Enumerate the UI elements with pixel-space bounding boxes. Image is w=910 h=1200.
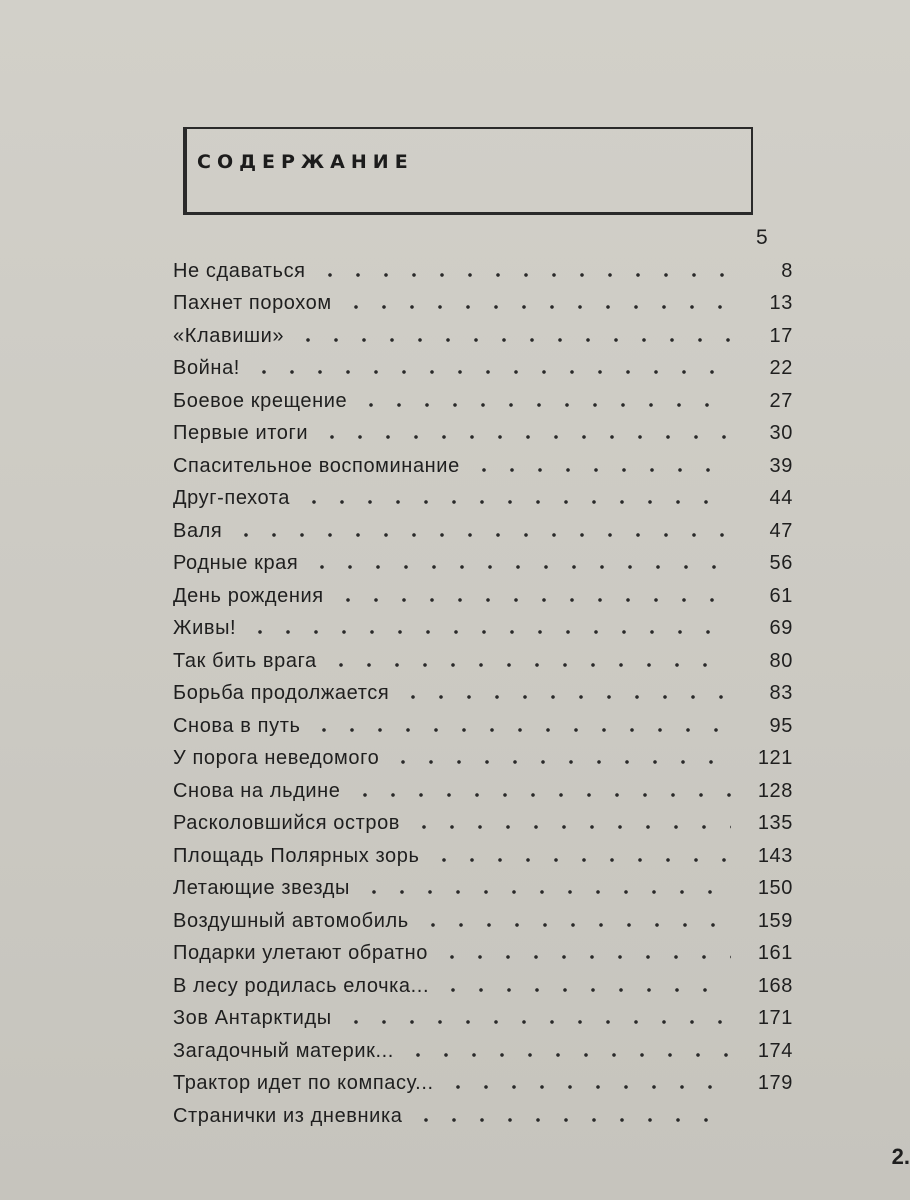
dot-leader (242, 620, 731, 636)
toc-entry-title: Родные края (173, 552, 299, 574)
table-of-contents (173, 250, 813, 1128)
toc-entry (173, 803, 813, 836)
toc-entry-title: Пахнет порохом (173, 292, 332, 314)
toc-entry-title: День рождения (173, 584, 324, 607)
toc-entry (173, 348, 813, 381)
toc-entry-page: 44 (769, 487, 793, 509)
toc-entry-page: 61 (769, 584, 793, 607)
toc-entry-title: Снова в путь (173, 714, 301, 737)
toc-entry (173, 283, 813, 316)
dot-leader (314, 425, 731, 441)
dot-leader (290, 328, 731, 344)
toc-entry (173, 673, 813, 706)
dot-leader (356, 880, 731, 896)
toc-entry-page: 27 (769, 389, 793, 412)
toc-entry-page: 69 (769, 617, 793, 639)
toc-entry-title: Зов Антарктиды (173, 1007, 332, 1029)
toc-entry-page: 150 (757, 877, 793, 899)
toc-entry (173, 1030, 813, 1063)
toc-entry (173, 575, 813, 608)
dot-leader (312, 263, 731, 279)
dot-leader (323, 653, 731, 669)
dot-leader (435, 978, 731, 994)
dot-leader (406, 815, 731, 831)
toc-entry (173, 445, 813, 478)
dot-leader (306, 718, 731, 734)
dot-leader (466, 458, 731, 474)
toc-entry-page: 47 (769, 519, 793, 542)
toc-entry-page: 143 (757, 844, 793, 867)
toc-entry-title: Не сдаваться (173, 259, 306, 282)
dot-leader (408, 1108, 731, 1124)
toc-entry (173, 315, 813, 348)
toc-entry-page: 128 (757, 779, 793, 802)
toc-entry-title: Расколовшийся остров (173, 812, 401, 834)
toc-entry-title: В лесу родилась елочка... (173, 974, 430, 997)
toc-entry-page: 135 (757, 812, 793, 834)
toc-entry-page: 39 (769, 454, 793, 477)
toc-entry-title: Боевое крещение (173, 389, 348, 412)
dot-leader (330, 588, 731, 604)
toc-entry (173, 380, 813, 413)
toc-entry-page: 179 (757, 1072, 793, 1094)
toc-entry-title: Загадочный материк... (173, 1039, 394, 1062)
dot-leader (246, 360, 731, 376)
toc-entry-page: 174 (757, 1039, 793, 1062)
toc-entry-title: Так бить врага (173, 649, 317, 672)
toc-entry-title: Снова на льдине (173, 779, 341, 802)
dot-leader (385, 750, 731, 766)
toc-entry (173, 705, 813, 738)
dot-leader (440, 1075, 731, 1091)
toc-entry-page: 161 (757, 942, 793, 964)
toc-entry (173, 478, 813, 511)
toc-entry-page: 83 (769, 682, 793, 704)
toc-entry (173, 965, 813, 998)
page-number: 2. (891, 1144, 910, 1169)
toc-entry (173, 933, 813, 966)
toc-entry-title: Спасительное воспоминание (173, 454, 460, 477)
dot-leader (415, 913, 731, 929)
toc-entry (173, 1063, 813, 1096)
dot-leader (426, 848, 732, 864)
toc-entry (173, 835, 813, 868)
dot-leader (338, 1010, 731, 1026)
toc-entry-title: Валя (173, 519, 223, 542)
dot-leader (296, 490, 731, 506)
toc-entry-title: «Клавиши» (173, 324, 285, 347)
toc-entry-title: Площадь Полярных зорь (173, 844, 420, 867)
dot-leader (347, 783, 731, 799)
toc-entry-page: 171 (757, 1007, 793, 1029)
toc-entry-page: 56 (769, 552, 793, 574)
dot-leader (353, 393, 731, 409)
toc-entry (173, 250, 813, 283)
toc-entry-title: Подарки улетают обратно (173, 942, 428, 964)
toc-entry-title: Летающие звезды (173, 877, 350, 899)
toc-entry-title: Воздушный автомобиль (173, 909, 409, 932)
toc-entry-page: 13 (769, 292, 793, 314)
toc-entry (173, 543, 813, 576)
toc-entry-page: 121 (757, 747, 793, 769)
dot-leader (434, 945, 731, 961)
toc-entry (173, 998, 813, 1031)
toc-entry-page: 8 (781, 259, 793, 282)
toc-entry-title: У порога неведомого (173, 747, 380, 769)
page-title: СОДЕРЖАНИЕ (197, 151, 414, 173)
toc-entry-page: 17 (769, 324, 793, 347)
toc-entry (173, 900, 813, 933)
toc-entry-title: Война! (173, 357, 240, 379)
first-page-number: 5 (756, 226, 768, 249)
toc-entry-title: Первые итоги (173, 422, 309, 444)
toc-entry-page: 22 (769, 357, 793, 379)
toc-entry-title: Друг-пехота (173, 487, 291, 509)
toc-entry (173, 640, 813, 673)
toc-entry (173, 738, 813, 771)
toc-entry (173, 608, 813, 641)
toc-entry-page: 95 (769, 714, 793, 737)
dot-leader (400, 1043, 731, 1059)
toc-entry (173, 413, 813, 446)
dot-leader (304, 555, 731, 571)
toc-entry (173, 770, 813, 803)
toc-entry-title: Странички из дневника (173, 1104, 403, 1127)
toc-entry-title: Живы! (173, 617, 237, 639)
toc-entry-page: 30 (769, 422, 793, 444)
contents-title-frame (183, 127, 753, 215)
toc-entry (173, 510, 813, 543)
dot-leader (338, 295, 731, 311)
dot-leader (395, 685, 731, 701)
toc-entry (173, 868, 813, 901)
toc-entry-page: 168 (757, 974, 793, 997)
toc-entry-title: Трактор идет по компасу... (173, 1072, 434, 1094)
dot-leader (228, 523, 731, 539)
toc-entry-title: Борьба продолжается (173, 682, 390, 704)
toc-entry-page: 159 (757, 909, 793, 932)
toc-entry (173, 1095, 813, 1128)
toc-entry-page: 80 (769, 649, 793, 672)
